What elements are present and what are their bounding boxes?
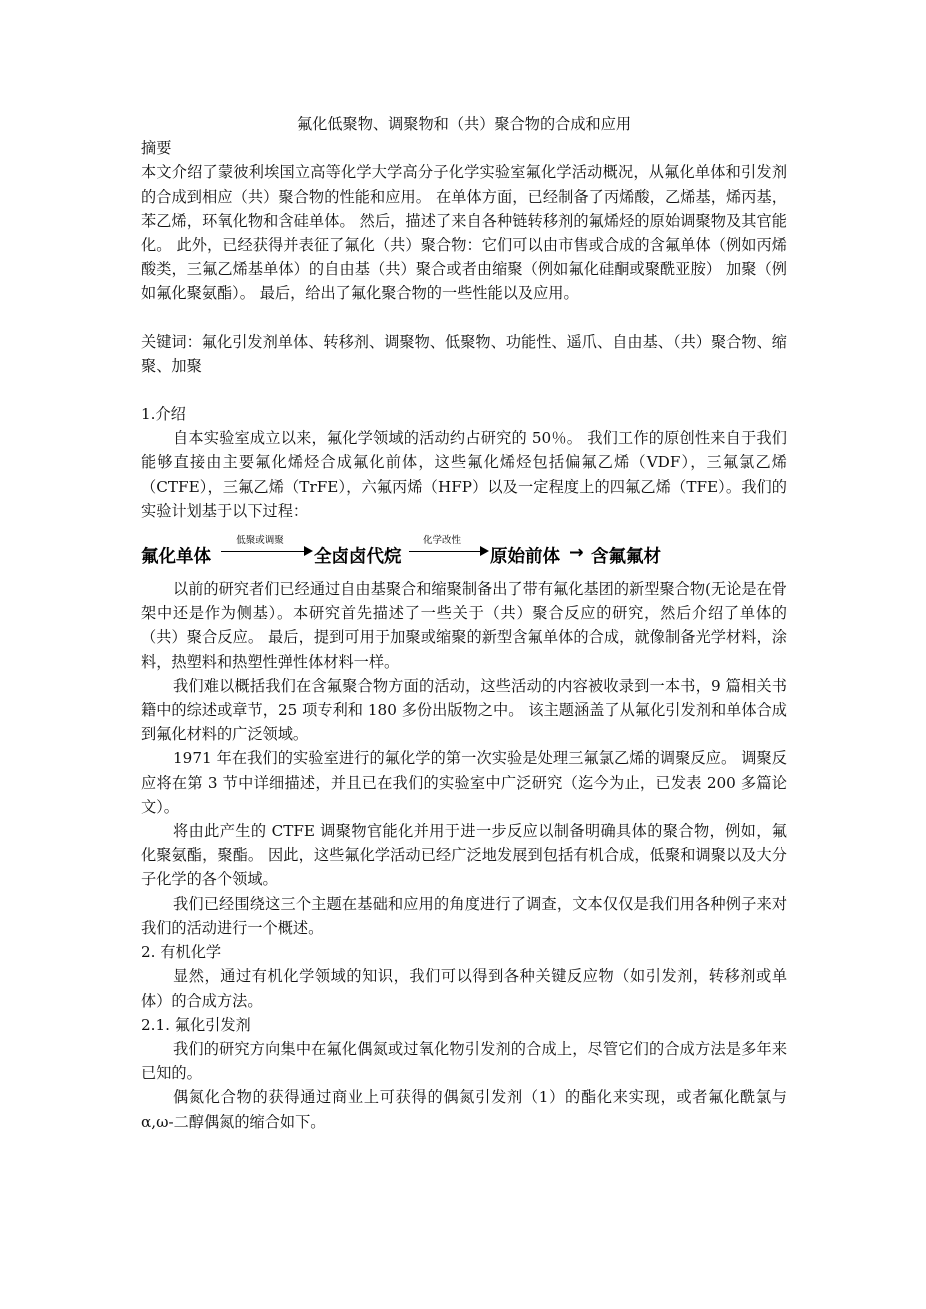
document-title: 氟化低聚物、调聚物和（共）聚合物的合成和应用 (296, 115, 632, 133)
section-1-paragraph: 以前的研究者们已经通过自由基聚合和缩聚制备出了带有氟化基团的新型聚合物(无论是在骨架中还是作为侧基）。本研究首先描述了一些关于（共）聚合反应的研究，然后介绍了单体的（共）聚合反应。 最后，提到可用于加聚或缩聚的新型含氟单体的合成，就像制备光学材料，涂料，热塑料和热塑性弹性体材料一样。 (141, 580, 787, 671)
section-2-paragraph: 显然，通过有机化学领域的知识，我们可以得到各种关键反应物（如引发剂，转移剂或单体）的合成方法。 (141, 967, 787, 1010)
section-1-paragraph: 自本实验室成立以来，氟化学领域的活动约占研究的 50％。 我们工作的原创性来自于我们能够直接由主要氟化烯烃合成氟化前体，这些氟化烯烃包括偏氟乙烯（VDF），三氟氯乙烯（CTFE），三氟乙烯（TrFE），六氟丙烯（HFP）以及一定程度上的四氟乙烯（TFE）。我们的实验计划基于以下过程： (141, 429, 787, 520)
flow-arrow-label: 化学改性 (422, 535, 461, 547)
flow-step-fluorinated-monomer: 氟化单体 (141, 547, 211, 568)
abstract-text: 本文介绍了蒙彼利埃国立高等化学大学高分子化学实验室氟化学活动概况，从氟化单体和引发剂的合成到相应（共）聚合物的性能和应用。 在单体方面，已经制备了丙烯酸，乙烯基，烯丙基，苯乙烯，环氧化物和含硅单体。 然后，描述了来自各种链转移剂的氟烯烃的原始调聚物及其官能化。 此外，已经获得并表征了氟化（共）聚合物：它们可以由市售或合成的含氟单体（例如丙烯酸类，三氟乙烯基单体）的自由基（共）聚合或者由缩聚（例如氟化硅酮或聚酰亚胺） 加聚（例如氟化聚氨酯）。 最后，给出了氟化聚合物的一些性能以及应用。 (141, 163, 787, 303)
flow-arrow-icon: → (569, 543, 584, 564)
arrow-head-icon (480, 546, 489, 556)
section-1-heading: 1.介绍 (141, 405, 186, 424)
flow-step-perhaloalkane: 全卤卤代烷 (314, 547, 402, 568)
flow-arrow-label: 低聚或调聚 (236, 535, 284, 547)
flow-step-fluorinated-material: 含氟氟材 (591, 547, 661, 568)
process-flow (141, 523, 787, 577)
arrow-line (221, 551, 305, 552)
section-1-paragraph: 我们难以概括我们在含氟聚合物方面的活动，这些活动的内容被收录到一本书，9 篇相关书籍中的综述或章节，25 项专利和 180 多份出版物之中。 该主题涵盖了从氟化引发剂和单体合成到氟化材料的广泛领域。 (141, 676, 787, 744)
section-2-heading: 2. 有机化学 (141, 943, 222, 962)
arrow-head-icon (304, 546, 313, 556)
section-2-1-heading: 2.1. 氟化引发剂 (141, 1015, 251, 1034)
keywords: 关键词：氟化引发剂单体、转移剂、调聚物、低聚物、功能性、遥爪、自由基、（共）聚合物、缩聚、加聚 (141, 332, 787, 375)
spacer (141, 306, 787, 330)
flow-step-original-precursor: 原始前体 (490, 547, 560, 568)
section-2-paragraph: 我们的研究方向集中在氟化偶氮或过氧化物引发剂的合成上，尽管它们的合成方法是多年来已知的。 (141, 1039, 787, 1083)
spacer (141, 378, 787, 402)
section-2-paragraph: 偶氮化合物的获得通过商业上可获得的偶氮引发剂（1）的酯化来实现，或者氟化酰氯与α,ω-二醇偶氮的缩合如下。 (141, 1088, 787, 1131)
flow-arrow-chemical-modification (409, 532, 489, 562)
abstract-heading: 摘要 (141, 139, 172, 158)
flow-arrow-oligomerization (221, 532, 313, 562)
arrow-line (409, 551, 481, 552)
section-1-paragraph: 我们已经围绕这三个主题在基础和应用的角度进行了调查，文本仅仅是我们用各种例子来对我们的活动进行一个概述。 (141, 894, 787, 937)
document-page (141, 112, 787, 1134)
section-1-paragraph: 1971 年在我们的实验室进行的氟化学的第一次实验是处理三氟氯乙烯的调聚反应。 调聚反应将在第 3 节中详细描述，并且已在我们的实验室中广泛研究（迄今为止，已发表 200 多篇论文）。 (141, 749, 787, 816)
section-1-paragraph: 将由此产生的 CTFE 调聚物官能化并用于进一步反应以制备明确具体的聚合物，例如，氟化聚氨酯，聚酯。 因此，这些氟化学活动已经广泛地发展到包括有机合成，低聚和调聚以及大分子化学的各个领域。 (141, 822, 787, 889)
